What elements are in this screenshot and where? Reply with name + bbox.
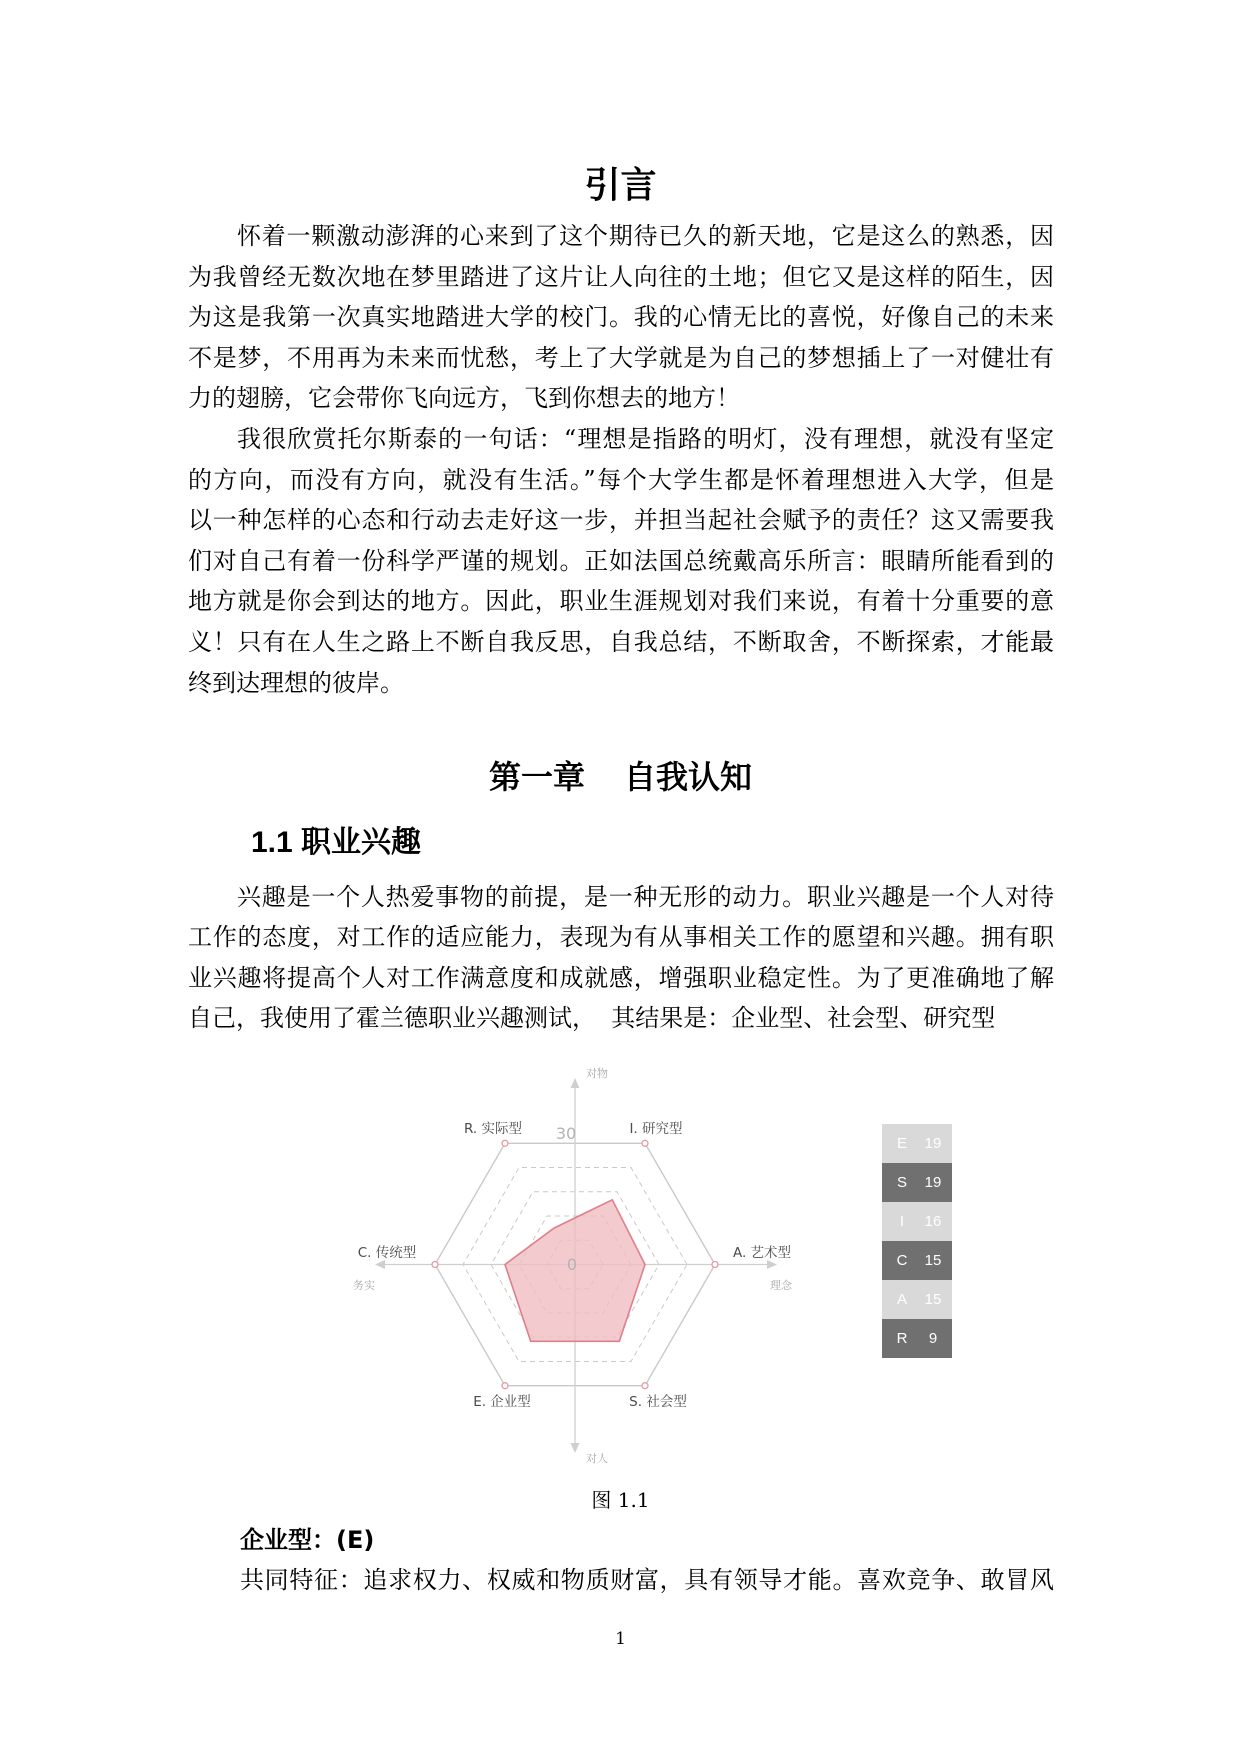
section-title: 1.1 职业兴趣 [251,826,422,859]
axis-label-artistic: A. 艺术型 [732,1245,792,1261]
chapter-heading [0,755,1241,799]
score-code: R [896,1330,908,1347]
score-code: E [896,1135,907,1152]
score-value: 19 [924,1135,942,1152]
intro-line: 们对自己有着一份科学严谨的规划。正如法国总统戴高乐所言：眼睛所能看到的 [188,546,1054,575]
score-code: I [899,1213,905,1230]
subsection-line: 共同特征：追求权力、权威和物质财富，具有领导才能。喜欢竞争、敢冒风 [240,1566,1054,1594]
vertex-dot [432,1262,438,1268]
score-value: 9 [928,1330,938,1347]
section-line: 工作的态度，对工作的适应能力，表现为有从事相关工作的愿望和兴趣。拥有职 [188,923,1054,952]
section-line: 兴趣是一个人热爱事物的前提，是一种无形的动力。职业兴趣是一个人对待 [237,883,1054,911]
intro-paragraph [188,419,1054,703]
tick-label-min: 0 [566,1255,578,1274]
intro-line: 的方向，而没有方向，就没有生活。”每个大学生都是怀着理想进入大学，但是 [188,465,1054,494]
chapter-number: 第一章 [488,758,585,796]
vertex-dot [642,1140,648,1146]
axis-label-social: S. 社会型 [629,1394,687,1410]
intro-line: 不是梦，不用再为未来而忧愁，考上了大学就是为自己的梦想插上了一对健壮有 [188,343,1054,372]
intro-line: 力的翅膀，它会带你飞向远方，飞到你想去的地方！ [188,384,740,413]
intro-title: 引言 [584,164,657,206]
score-value: 15 [924,1252,942,1269]
axis-label-realistic: R. 实际型 [464,1121,522,1137]
intro-body [188,216,1054,703]
score-row [882,1280,952,1319]
intro-line: 终到达理想的彼岸。 [188,668,404,697]
score-code: C [896,1252,908,1269]
subsection-paragraph [240,1560,1054,1601]
score-code: S [896,1174,907,1191]
vertex-dot [502,1383,508,1389]
score-row [882,1124,952,1163]
section-line: 自己，我使用了霍兰德职业兴趣测试， 其结果是：企业型、社会型、研究型 [188,1004,996,1033]
vertex-dot [502,1140,508,1146]
holland-radar-chart [320,1060,960,1475]
direction-label-right: 理念 [770,1279,792,1292]
score-row [882,1163,952,1202]
direction-label-top: 对物 [586,1067,608,1080]
score-value: 15 [924,1291,942,1308]
subsection-title: 企业型：(E) [240,1526,375,1554]
direction-label-bottom: 对人 [586,1452,608,1465]
intro-line: 为这是我第一次真实地踏进大学的校门。我的心情无比的喜悦，好像自己的未来 [188,303,1054,332]
intro-line: 地方就是你会到达的地方。因此，职业生涯规划对我们来说，有着十分重要的意 [188,587,1054,616]
tick-label-max: 30 [555,1124,577,1143]
intro-line: 我很欣赏托尔斯泰的一句话：“理想是指路的明灯，没有理想，就没有坚定 [237,424,1054,453]
score-value: 16 [924,1213,942,1230]
vertex-dot [712,1262,718,1268]
arrow-left-icon [375,1260,385,1269]
direction-label-left: 务实 [353,1279,375,1292]
score-row [882,1319,952,1358]
axis-label-investigative: I. 研究型 [629,1121,683,1137]
section-paragraph [188,877,1054,1039]
arrow-down-icon [571,1443,580,1453]
arrow-up-icon [571,1078,580,1088]
score-code: A [896,1291,907,1308]
axis-label-conventional: C. 传统型 [357,1245,417,1261]
section-line: 业兴趣将提高个人对工作满意度和成就感，增强职业稳定性。为了更准确地了解 [188,963,1054,992]
figure-caption: 图 1.1 [591,1488,650,1512]
intro-line: 为我曾经无数次地在梦里踏进了这片让人向往的土地；但它又是这样的陌生，因 [188,262,1054,291]
axis-label-enterprising: E. 企业型 [473,1394,531,1410]
score-row [882,1202,952,1241]
score-value: 19 [924,1174,942,1191]
vertex-dot [642,1383,648,1389]
chapter-title: 自我认知 [624,758,753,796]
intro-line: 义！只有在人生之路上不断自我反思，自我总结，不断取舍，不断探索，才能最 [188,627,1054,656]
arrow-right-icon [767,1260,777,1269]
intro-paragraph [188,216,1054,419]
intro-line: 怀着一颗激动澎湃的心来到了这个期待已久的新天地，它是这么的熟悉，因 [237,222,1054,250]
score-list [882,1124,952,1358]
score-row [882,1241,952,1280]
intro-line: 以一种怎样的心态和行动去走好这一步，并担当起社会赋予的责任？这又需要我 [188,506,1054,535]
page-number: 1 [615,1629,626,1649]
